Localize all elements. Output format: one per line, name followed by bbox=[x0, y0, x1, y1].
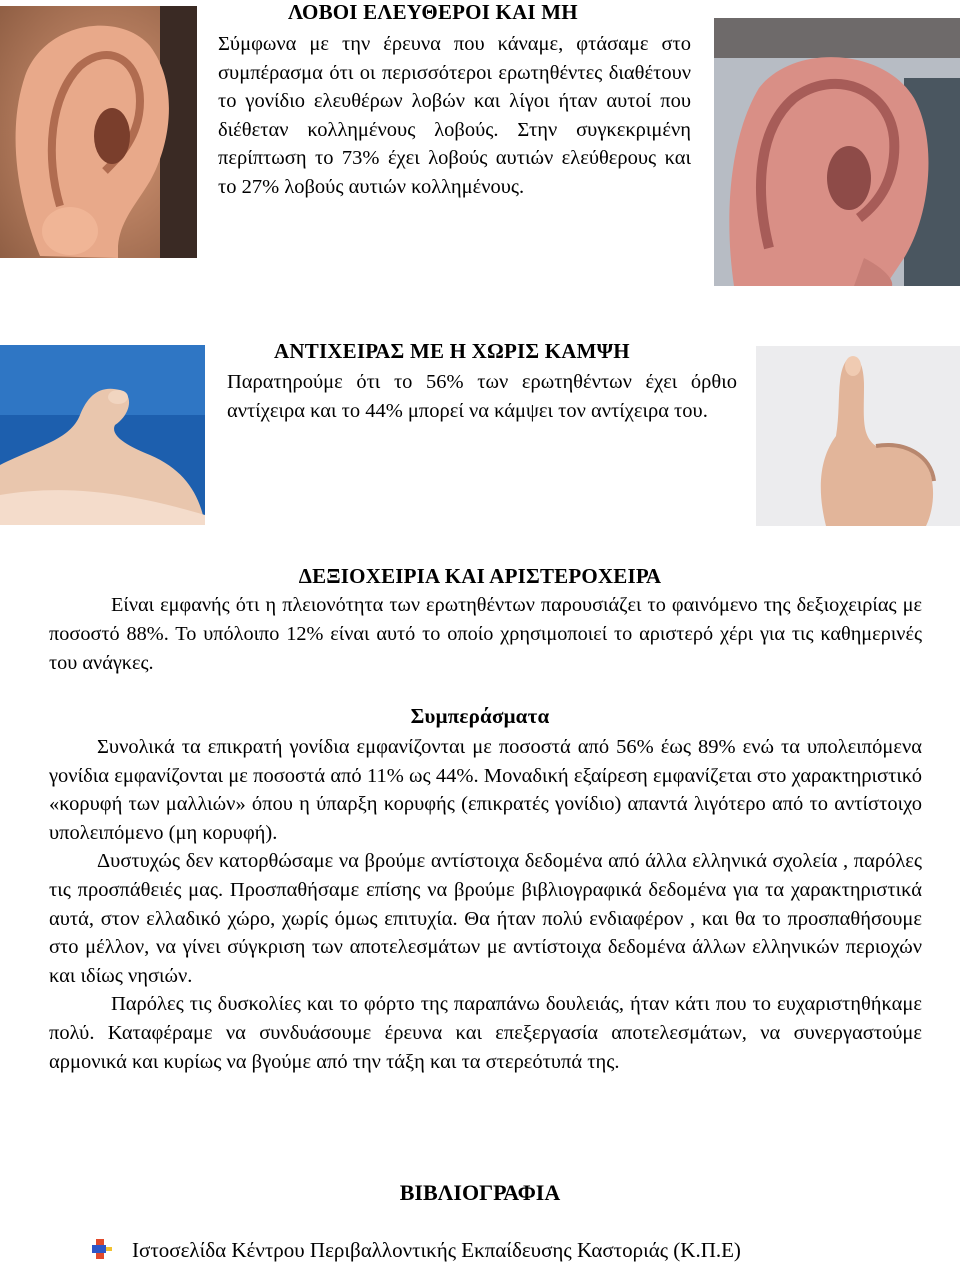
conclusions-paragraph: Παρόλες τις δυσκολίες και το φόρτο της παραπάνω δουλειάς, ήταν κάτι που το ευχαριστηθήκαμε πολύ. Καταφέραμε να συνδυάσουμε έρευνα και επεξεργασία αποτελεσμάτων, να συνεργαστούμε αρμονικά και κυρίως να βγούμε από την τάξη και τα στερεότυπά της. bbox=[49, 993, 922, 1073]
conclusions-body bbox=[49, 733, 922, 1076]
conclusions-paragraph: Συνολικά τα επικρατή γονίδια εμφανίζονται με ποσοστά από 56% έως 89% ενώ τα υπολειπόμενα γονίδια εμφανίζονται με ποσοστά από 11% ως 44%. Μοναδική εξαίρεση εμφανίζεται στο χαρακτηριστικό «κορυφή των μαλλιών» όπου η ύπαρξη κορυφής (επικρατές γονίδιο) απαντά λιγότερο από το αντίστοιχο υπολειπόμενο (μη κορυφή). bbox=[49, 736, 922, 844]
section-text-handedness: Είναι εμφανής ότι η πλειονότητα των ερωτηθέντων παρουσιάζει το φαινόμενο της δεξιοχειρίας με ποσοστό 88%. Το υπόλοιπο 12% είναι αυτό το οποίο χρησιμοποιεί το αριστερό χέρι για τις καθημερινές του ανάγκες. bbox=[49, 594, 922, 674]
bent-thumb-photo bbox=[0, 345, 205, 525]
conclusions-paragraph: Δυστυχώς δεν κατορθώσαμε να βρούμε αντίστοιχα δεδομένα από άλλα ελληνικά σχολεία , παρόλες τις προσπάθειές μας. Προσπαθήσαμε επίσης να βρούμε βιβλιογραφικά δεδομένα για τα χαρακτηριστικά αυτά, στον ελλαδικό χώρο, χωρίς όμως επιτυχία. Θα ήταν πολύ ενδιαφέρον , και θα το προσπαθήσουμε στο μέλλον, να γίνει σύγκριση των αποτελεσμάτων με αντίστοιχα δεδομένα άλλων ελληνικών περιοχών και ιδίως νησιών. bbox=[49, 850, 922, 987]
section-text-thumb: Παρατηρούμε ότι το 56% των ερωτηθέντων έχει όρθιο αντίχειρα και το 44% μπορεί να κάμψει τον αντίχειρα του. bbox=[227, 371, 737, 422]
bibliography-item-text: Ιστοσελίδα Κέντρου Περιβαλλοντικής Εκπαίδευσης Καστοριάς (Κ.Π.Ε) bbox=[132, 1238, 741, 1262]
straight-thumb-photo bbox=[756, 346, 960, 526]
bullet-icon bbox=[92, 1239, 114, 1259]
section-title-handedness: ΔΕΞΙΟΧΕΙΡΙΑ ΚΑΙ ΑΡΙΣΤΕΡΟΧΕΙΡΑ bbox=[298, 564, 662, 588]
bibliography-item bbox=[92, 1238, 741, 1263]
conclusions-title: Συμπεράσματα bbox=[410, 704, 550, 728]
section-title-thumb: ΑΝΤΙΧΕΙΡΑΣ ΜΕ Η ΧΩΡΙΣ ΚΑΜΨΗ bbox=[274, 339, 630, 363]
bibliography-title: ΒΙΒΛΙΟΓΡΑΦΙΑ bbox=[399, 1180, 561, 1205]
section-text-earlobes: Σύμφωνα με την έρευνα που κάναμε, φτάσαμε στο συμπέρασμα ότι οι περισσότεροι ερωτηθέντες διαθέτουν το γονίδιο ελευθέρων λοβών και λίγοι ήταν αυτοί που διέθεταν κολλημένους λοβούς. Στην συγκεκριμένη περίπτωση το 73% έχει λοβούς αυτιών ελεύθερους και το 27% λοβούς αυτιών κολλημένους. bbox=[218, 33, 691, 198]
attached-earlobe-photo bbox=[714, 18, 960, 286]
section-title-earlobes: ΛΟΒΟΙ ΕΛΕΥΘΕΡΟΙ ΚΑΙ ΜΗ bbox=[288, 0, 578, 24]
free-earlobe-photo bbox=[0, 6, 197, 258]
